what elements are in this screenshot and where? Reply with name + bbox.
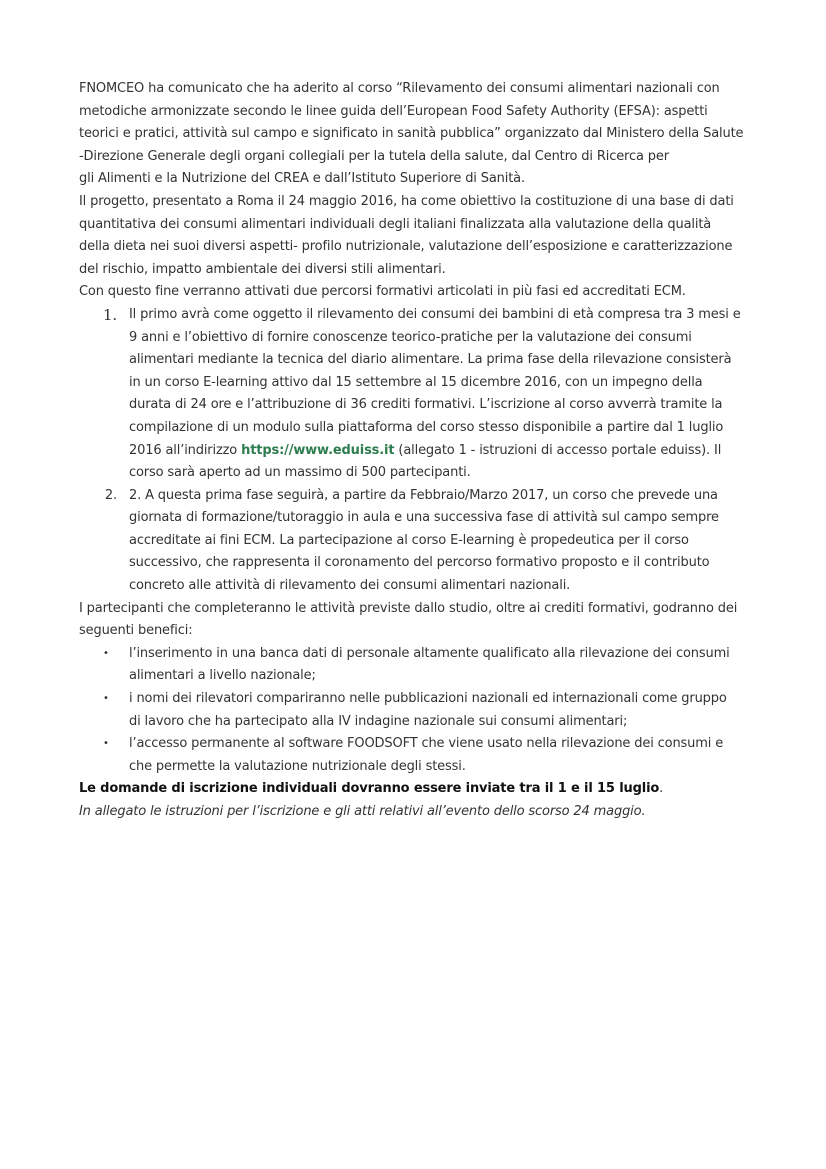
text-line: Con questo fine verranno attivati due percorsi formativi articolati in più fasi ed accreditati ECM.	[79, 284, 686, 300]
text-line: i nomi dei rilevatori compariranno nelle pubblicazioni nazionali ed internazionali come gruppo	[129, 691, 727, 707]
bullet-item	[79, 688, 759, 733]
text-line: 2. A questa prima fase seguirà, a partire da Febbraio/Marzo 2017, un corso che prevede una	[129, 487, 718, 503]
text-line: in un corso E-learning attivo dal 15 settembre al 15 dicembre 2016, con un impegno della	[129, 374, 703, 390]
bullet-icon: •	[103, 647, 109, 659]
link-suffix: (allegato 1 - istruzioni di accesso portale eduiss). Il	[394, 442, 722, 458]
text-line: I partecipanti che completeranno le attività previste dallo studio, oltre ai crediti formativi, godranno dei	[79, 600, 738, 616]
deadline-period: .	[659, 781, 664, 797]
text-line: quantitativa dei consumi alimentari individuali degli italiani finalizzata alla valutazione della qualità	[79, 216, 712, 232]
text-line: di lavoro che ha partecipato alla IV indagine nazionale sui consumi alimentari;	[129, 713, 628, 729]
numbered-item-1	[79, 304, 759, 485]
text-line: accreditate ai fini ECM. La partecipazione al corso E-learning è propedeutica per il corso	[129, 532, 689, 548]
text-line: corso sarà aperto ad un massimo di 500 partecipanti.	[129, 465, 471, 481]
deadline-text: Le domande di iscrizione individuali dovranno essere inviate tra il 1 e il 15 luglio	[79, 781, 660, 797]
text-line: concreto alle attività di rilevamento dei consumi alimentari nazionali.	[129, 578, 571, 594]
text-line: compilazione di un modulo sulla piattaforma del corso stesso disponibile a partire dal 1 luglio	[129, 419, 724, 435]
benefits-intro	[79, 598, 759, 643]
bullet-icon: •	[103, 738, 109, 750]
eduiss-link[interactable]: https://www.eduiss.it	[241, 442, 395, 458]
document-body	[79, 78, 759, 824]
text-line: FNOMCEO ha comunicato che ha aderito al corso “Rilevamento dei consumi alimentari nazionali con	[79, 81, 720, 96]
text-line: che permette la valutazione nutrizionale degli stessi.	[129, 758, 466, 774]
bullet-item	[79, 643, 759, 688]
text-line: successivo, che rappresenta il coronamento del percorso formativo proposto e il contributo	[129, 555, 710, 571]
text-line: l’accesso permanente al software FOODSOFT che viene usato nella rilevazione dei consumi e	[129, 736, 724, 752]
text-line: gli Alimenti e la Nutrizione del CREA e dall’Istituto Superiore di Sanità.	[79, 171, 525, 187]
text-line: metodiche armonizzate secondo le linee guida dell’European Food Safety Authority (EFSA): aspetti	[79, 103, 708, 119]
text-line: l’inserimento in una banca dati di personale altamente qualificato alla rilevazione dei consumi	[129, 645, 730, 661]
text-line	[129, 440, 759, 463]
numbered-item-2	[79, 485, 759, 598]
text-line: teorici e pratici, attività sul campo e significato in sanità pubblica” organizzato dal Ministero della Salute	[79, 126, 744, 142]
text-line: durata di 24 ore e l’attribuzione di 36 crediti formativi. L’iscrizione al corso avverrà tramite la	[129, 397, 723, 413]
list-number: 2.	[104, 487, 117, 503]
list-number: 1.	[102, 305, 117, 324]
text-line: della dieta nei suoi diversi aspetti- profilo nutrizionale, valutazione dell’esposizione e caratterizzazione	[79, 239, 733, 255]
text-line: Il progetto, presentato a Roma il 24 maggio 2016, ha come obiettivo la costituzione di una base di dati	[79, 193, 734, 209]
text-line: alimentari a livello nazionale;	[129, 668, 316, 684]
text-line: alimentari mediante la tecnica del diario alimentare. La prima fase della rilevazione consisterà	[129, 352, 732, 368]
link-prefix: 2016 all’indirizzo	[129, 442, 242, 458]
bullet-icon: •	[103, 693, 109, 705]
text-line: giornata di formazione/tutoraggio in aula e una successiva fase di attività sul campo sempre	[129, 510, 719, 526]
text-line: 9 anni e l’obiettivo di fornire conoscenze teorico-pratiche per la valutazione dei consumi	[129, 329, 692, 345]
text-line: -Direzione Generale degli organi collegiali per la tutela della salute, dal Centro di Ricerca per	[79, 148, 669, 164]
intro-paragraph	[79, 78, 759, 304]
text-line: del rischio, impatto ambientale dei diversi stili alimentari.	[79, 261, 446, 277]
attachment-note: In allegato le istruzioni per l’iscrizione e gli atti relativi all’evento dello scorso 24 maggio.	[79, 804, 646, 819]
bullet-item	[79, 733, 759, 778]
text-line: Il primo avrà come oggetto il rilevamento dei consumi dei bambini di età compresa tra 3 mesi e	[129, 306, 741, 322]
deadline-note	[79, 778, 759, 801]
text-line: seguenti benefici:	[79, 623, 193, 639]
